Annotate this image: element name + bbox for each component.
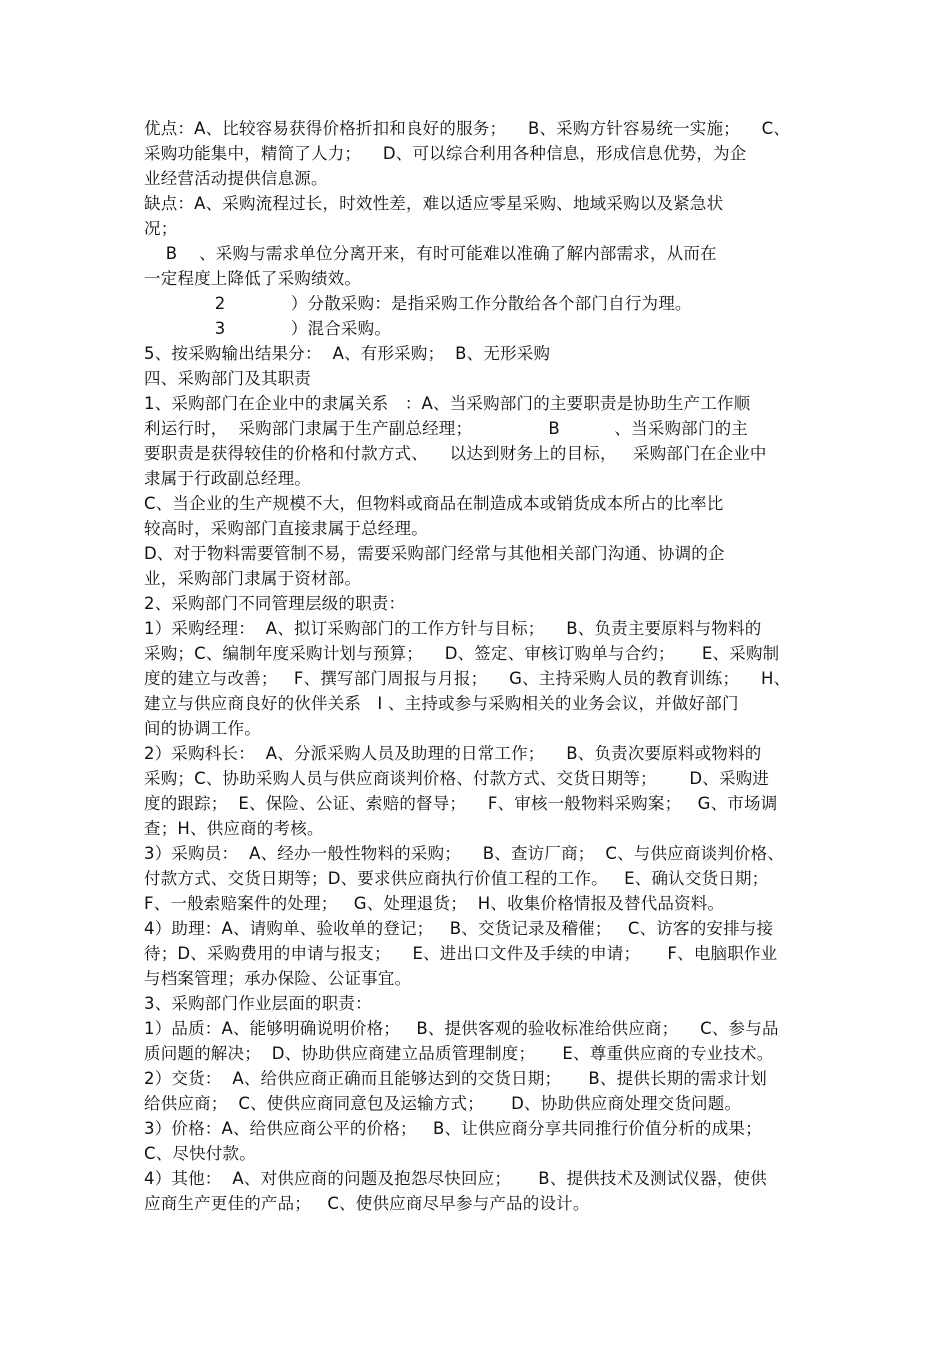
text-line: 采购；C、编制年度采购计划与预算； D、签定、审核订购单与合约； E、采购制 [144, 644, 780, 663]
text-line: 付款方式、交货日期等；D、要求供应商执行价值工程的工作。 E、确认交货日期； [144, 869, 769, 888]
text-line: 利运行时， 采购部门隶属于生产副总经理； B 、当采购部门的主 [144, 419, 748, 438]
text-line: 隶属于行政副总经理。 [144, 469, 311, 488]
text-line: C、尽快付款。 [144, 1144, 256, 1163]
section-heading: 四、采购部门及其职责 [144, 369, 311, 388]
text-line: 2）交货： A、给供应商正确而且能够达到的交货日期； B、提供长期的需求计划 [144, 1069, 767, 1088]
text-line: 度的跟踪； E、保险、公证、索赔的督导； F、审核一般物料采购案； G、市场调 [144, 794, 778, 813]
text-line: 待；D、采购费用的申请与报支； E、进出口文件及手续的申请； F、电脑职作业 [144, 944, 778, 963]
text-line: 度的建立与改善； F、撰写部门周报与月报； G、主持采购人员的教育训练； H、 [144, 669, 791, 688]
text-line: 缺点：A、采购流程过长，时效性差，难以适应零星采购、地域采购以及紧急状 [144, 194, 724, 213]
text-line: 5、按采购输出结果分： A、有形采购； B、无形采购 [144, 344, 551, 363]
text-line: 2 ）分散采购：是指采购工作分散给各个部门自行为理。 [144, 294, 692, 313]
text-line: 1）品质：A、能够明确说明价格； B、提供客观的验收标准给供应商； C、参与品 [144, 1019, 779, 1038]
text-line: 1、采购部门在企业中的隶属关系 ：A、当采购部门的主要职责是协助生产工作顺 [144, 394, 751, 413]
subsection-heading: 2、采购部门不同管理层级的职责： [144, 594, 406, 613]
text-line: 采购功能集中，精简了人力； D、可以综合利用各种信息，形成信息优势，为企 [144, 144, 747, 163]
text-line: 与档案管理；承办保险、公证事宜。 [144, 969, 412, 988]
text-line: 优点：A、比较容易获得价格折扣和良好的服务； B、采购方针容易统一实施； C、 [144, 119, 791, 138]
text-line: D、对于物料需要管制不易，需要采购部门经常与其他相关部门沟通、协调的企 [144, 544, 725, 563]
text-line: 1）采购经理： A、拟订采购部门的工作方针与目标； B、负责主要原料与物料的 [144, 619, 762, 638]
text-line: 4）助理：A、请购单、验收单的登记； B、交货记录及稽催； C、访客的安排与接 [144, 919, 774, 938]
text-line: 采购；C、协助采购人员与供应商谈判价格、付款方式、交货日期等； D、采购进 [144, 769, 770, 788]
text-line: 查；H、供应商的考核。 [144, 819, 324, 838]
text-line: F、一般索赔案件的处理； G、处理退货； H、收集价格情报及替代品资料。 [144, 894, 725, 913]
text-line: 4）其他： A、对供应商的问题及抱怨尽快回应； B、提供技术及测试仪器，使供 [144, 1169, 767, 1188]
text-line: C、当企业的生产规模不大，但物料或商品在制造成本或销货成本所占的比率比 [144, 494, 724, 513]
text-line: 较高时，采购部门直接隶属于总经理。 [144, 519, 428, 538]
text-line: 业经营活动提供信息源。 [144, 169, 328, 188]
subsection-heading: 3、采购部门作业层面的职责： [144, 994, 372, 1013]
text-line: 一定程度上降低了采购绩效。 [144, 269, 362, 288]
text-line: 给供应商； C、使供应商同意包及运输方式； D、协助供应商处理交货问题。 [144, 1094, 742, 1113]
text-line: 3 ）混合采购。 [144, 319, 392, 338]
text-line: B 、采购与需求单位分离开来，有时可能难以准确了解内部需求，从而在 [144, 244, 717, 263]
text-line: 业，采购部门隶属于资材部。 [144, 569, 362, 588]
text-line: 2）采购科长： A、分派采购人员及助理的日常工作； B、负责次要原料或物料的 [144, 744, 762, 763]
text-line: 建立与供应商良好的伙伴关系 I 、主持或参与采购相关的业务会议，并做好部门 [144, 694, 739, 713]
text-line: 要职责是获得较佳的价格和付款方式、 以达到财务上的目标， 采购部门在企业中 [144, 444, 767, 463]
text-line: 质问题的解决； D、协助供应商建立品质管理制度； E、尊重供应商的专业技术。 [144, 1044, 774, 1063]
text-line: 3）价格：A、给供应商公平的价格； B、让供应商分享共同推行价值分析的成果； [144, 1119, 762, 1138]
text-line: 应商生产更佳的产品； C、使供应商尽早参与产品的设计。 [144, 1194, 590, 1213]
text-line: 3）采购员： A、经办一般性物料的采购； B、查访厂商； C、与供应商谈判价格、 [144, 844, 785, 863]
text-line: 间的协调工作。 [144, 719, 261, 738]
text-line: 况； [144, 219, 178, 238]
